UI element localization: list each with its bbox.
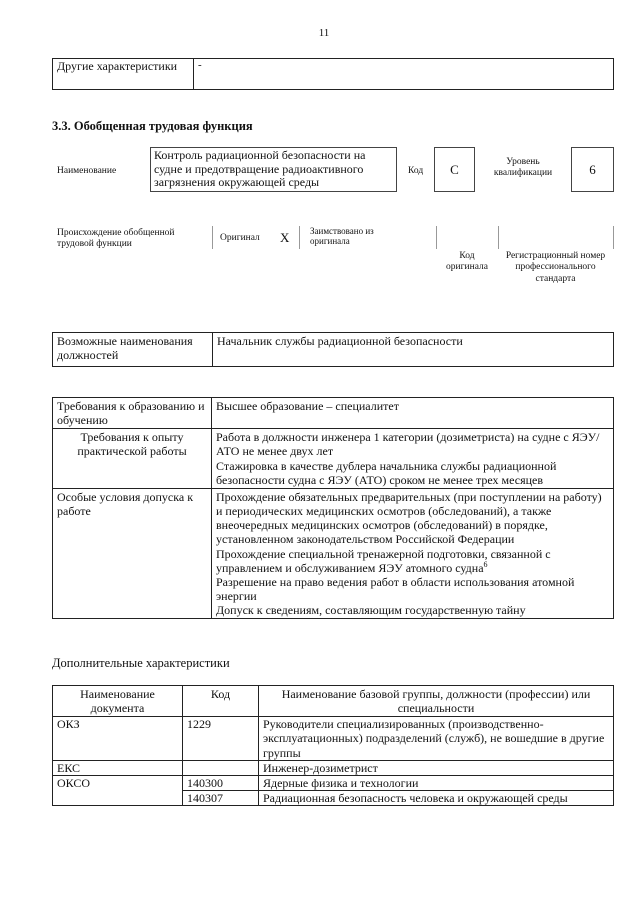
section-title: 3.3. Обобщенная трудовая функция [52, 119, 253, 133]
req-value-text: Прохождение специальной тренажерной подготовки, связанной с управлением и обслуживанием ЯЭУ атомного судна [216, 546, 551, 575]
requirements-table [52, 397, 614, 619]
name-cell: Ядерные физика и технологии [259, 775, 614, 790]
col-header: Наименование документа [53, 686, 183, 717]
original-label: Оригинал [220, 233, 260, 243]
divider-2 [436, 226, 437, 249]
req-value: Высшее образование – специалитет [216, 399, 399, 413]
doc-cell: ОКЗ [53, 717, 183, 760]
req-value: Работа в должности инженера 1 категории (дозиметриста) на судне с ЯЭУ/АТО не менее двух лет [216, 430, 600, 459]
additional-title: Дополнительные характеристики [52, 656, 230, 670]
positions-label: Возможные наименования должностей [53, 333, 213, 367]
origin-boxes [212, 226, 614, 249]
col-header: Код [183, 686, 259, 717]
other-characteristics-label: Другие характеристики [53, 59, 194, 90]
req-value-with-footnote [216, 547, 609, 575]
table-row [53, 717, 614, 760]
original-mark: X [280, 230, 290, 245]
req-value-cell [212, 429, 614, 489]
footnote-marker: 6 [483, 559, 488, 569]
doc-cell: ОКСО [53, 775, 183, 790]
code-label: Код [408, 166, 424, 176]
doc-cell: ЕКС [53, 760, 183, 775]
divider-3 [498, 226, 499, 249]
requirements-row-experience [53, 429, 614, 489]
table-row [53, 760, 614, 775]
name-label: Наименование [57, 166, 117, 176]
additional-table [52, 685, 614, 806]
code-cell [183, 760, 259, 775]
level-label: Уровень квалификации [493, 157, 553, 179]
other-characteristics-table [52, 58, 614, 90]
req-value: Допуск к сведениям, составляющим государственную тайну [216, 603, 526, 618]
req-label: Особые условия допуска к работе [53, 488, 212, 618]
name-cell: Руководители специализированных (производственно-эксплуатационных) подразделений (служб), не вошедшие в другие группы [259, 717, 614, 760]
requirements-row-special [53, 488, 614, 618]
code-original-caption: Код оригинала [446, 251, 488, 273]
positions-value: Начальник службы радиационной безопасности [213, 333, 614, 367]
name-cell: Радиационная безопасность человека и окружающей среды [259, 791, 614, 806]
req-value-cell [212, 488, 614, 618]
req-label: Требования к опыту практической работы [53, 429, 212, 489]
code-cell: 140307 [183, 791, 259, 806]
req-label: Требования к образованию и обучению [53, 398, 212, 429]
table-row [53, 791, 614, 806]
page-number: 11 [318, 27, 330, 39]
additional-header-row [53, 686, 614, 717]
borrowed-label: Заимствовано из оригинала [310, 226, 374, 247]
req-value: Разрешение на право ведения работ в области использования атомной энергии [216, 574, 575, 604]
name-value: Контроль радиационной безопасности на судне и предотвращение радиоактивного загрязнения окружающей среды [150, 147, 397, 192]
req-value-cell [212, 398, 614, 429]
name-cell: Инженер-дозиметрист [259, 760, 614, 775]
positions-table [52, 332, 614, 367]
other-characteristics-value: - [194, 59, 614, 90]
doc-cell [53, 791, 183, 806]
req-value: Стажировка в качестве дублера начальника службы радиационной безопасности судна с ЯЭУ (АТО) сроком не менее трех месяцев [216, 458, 557, 487]
col-header: Наименование базовой группы, должности (профессии) или специальности [259, 686, 614, 717]
requirements-row-education [53, 398, 614, 429]
code-value: C [434, 147, 475, 192]
code-cell: 140300 [183, 775, 259, 790]
divider-1 [299, 226, 300, 249]
reg-number-caption: Регистрационный номер профессионального стандарта [505, 251, 606, 284]
req-value: Прохождение обязательных предварительных (при поступлении на работу) и периодических медицинских осмотров (обследований), а также внеочередных медицинских осмотров (обследований) в порядке, установленном законодательством Российской Федерации [216, 489, 602, 547]
code-cell: 1229 [183, 717, 259, 760]
table-row [53, 775, 614, 790]
level-value: 6 [571, 147, 614, 192]
origin-label: Происхождение обобщенной трудовой функции [57, 228, 175, 250]
